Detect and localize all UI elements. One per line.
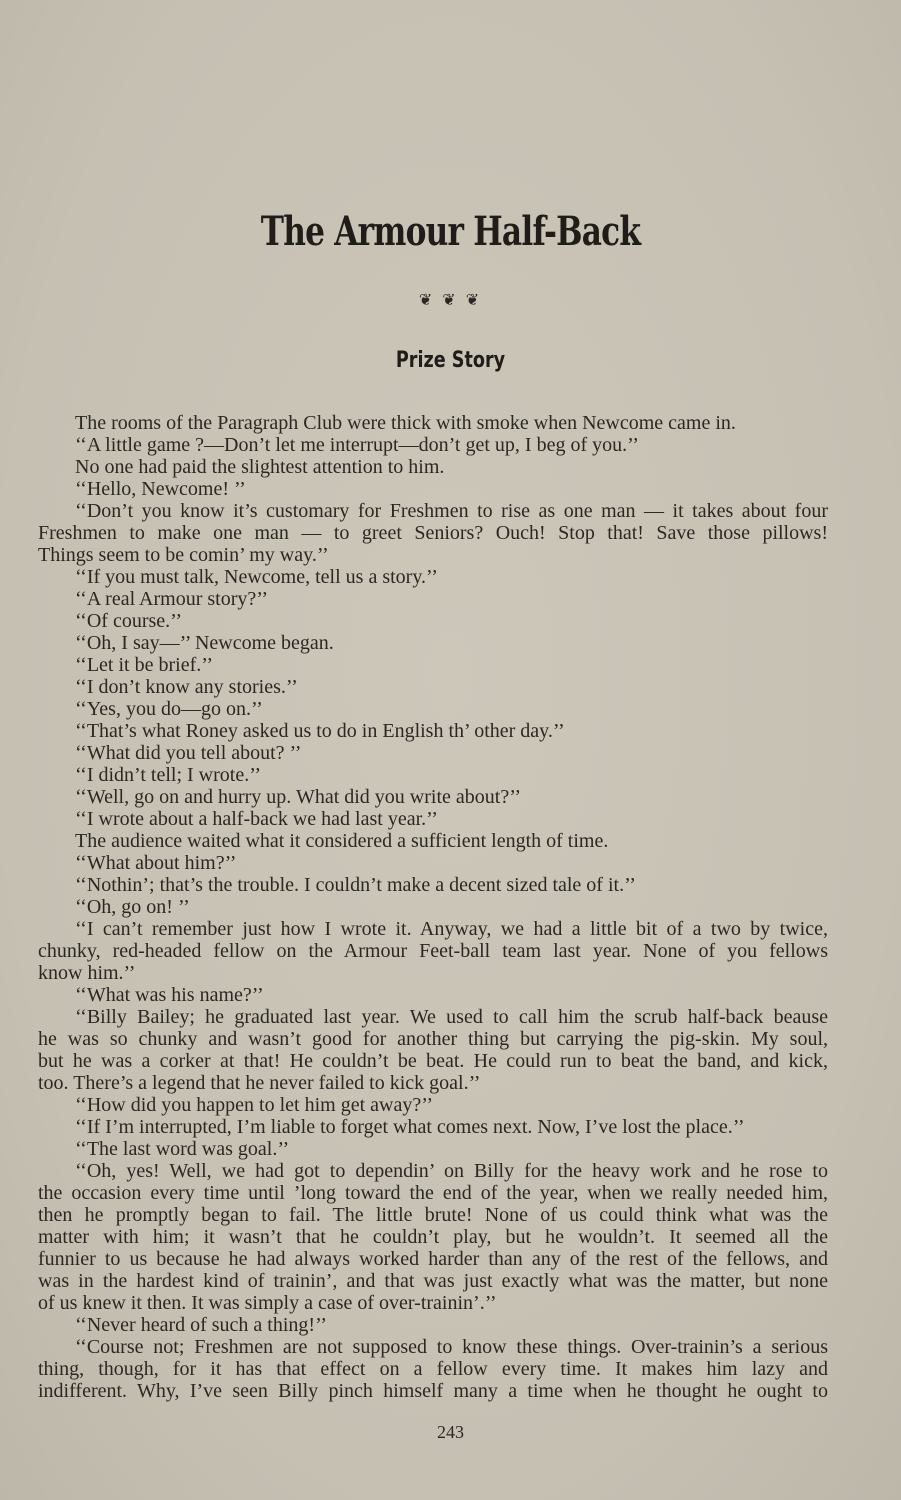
page-title: The Armour Half-Back	[260, 208, 641, 255]
paragraph	[38, 1006, 828, 1094]
text-line: chunky, red-headed fellow on the Armour Feet-ball team last year. None of you fellows	[38, 940, 828, 962]
text-line: ‘‘I don’t know any stories.’’	[75, 676, 298, 698]
text-line: Freshmen to make one man — to greet Seniors? Ouch! Stop that! Save those pillows!	[38, 522, 828, 544]
paragraph	[38, 1116, 828, 1138]
text-line: ‘‘How did you happen to let him get away?’’	[75, 1094, 434, 1116]
text-line: of us knew it then. It was simply a case of over-trainin’.’’	[38, 1292, 497, 1314]
text-line: too. There’s a legend that he never failed to kick goal.’’	[38, 1072, 481, 1094]
paragraph	[38, 786, 828, 808]
text-line: ‘‘Nothin’; that’s the trouble. I couldn’t make a decent sized tale of it.’’	[75, 874, 636, 896]
text-line: ‘‘I wrote about a half-back we had last year.’’	[75, 808, 438, 830]
page-subtitle: Prize Story	[395, 348, 506, 373]
text-line: ‘‘A real Armour story?’’	[75, 588, 269, 610]
paragraph	[38, 742, 828, 764]
ornament-fleurons: ❦ ❦ ❦	[418, 292, 483, 309]
paragraph	[38, 610, 828, 632]
text-line: ‘‘What about him?’’	[75, 852, 237, 874]
text-line: ‘‘Course not; Freshmen are not supposed to know these things. Over-trainin’s a serious	[75, 1336, 828, 1358]
text-line: ‘‘Hello, Newcome! ’’	[75, 478, 246, 500]
paragraph	[38, 654, 828, 676]
paragraph	[38, 500, 828, 566]
text-line: ‘‘Don’t you know it’s customary for Freshmen to rise as one man — it takes about four	[75, 500, 828, 522]
text-line: he was so chunky and wasn’t good for another thing but carrying the pig-skin. My soul,	[38, 1028, 828, 1050]
paragraph	[38, 918, 828, 984]
text-line: ‘‘Well, go on and hurry up. What did you write about?’’	[75, 786, 522, 808]
paragraph	[38, 808, 828, 830]
text-line: Things seem to be comin’ my way.’’	[38, 544, 329, 566]
paragraph	[38, 764, 828, 786]
text-line: No one had paid the slightest attention to him.	[75, 456, 445, 478]
paragraph	[38, 456, 828, 478]
page-number: 243	[437, 1422, 464, 1442]
paragraph	[38, 698, 828, 720]
paragraph	[38, 720, 828, 742]
text-line: ‘‘Oh, yes! Well, we had got to dependin’ on Billy for the heavy work and he rose to	[75, 1160, 828, 1182]
paragraph	[38, 478, 828, 500]
text-line: ‘‘If I’m interrupted, I’m liable to forget what comes next. Now, I’ve lost the place.’’	[75, 1116, 745, 1138]
text-line: ‘‘What was his name?’’	[75, 984, 264, 1006]
paragraph	[38, 676, 828, 698]
story-body	[38, 412, 828, 1402]
text-line: funnier to us because he had always worked harder than any of the rest of the fellows, and	[38, 1248, 828, 1270]
text-line: ‘‘A little game ?—Don’t let me interrupt—don’t get up, I beg of you.’’	[75, 434, 639, 456]
paragraph	[38, 1138, 828, 1160]
text-line: ‘‘Never heard of such a thing!’’	[75, 1314, 327, 1336]
paragraph	[38, 1094, 828, 1116]
text-line: the occasion every time until ’long toward the end of the year, when we really needed him,	[38, 1182, 828, 1204]
text-line: ‘‘Oh, go on! ’’	[75, 896, 190, 918]
paragraph	[38, 434, 828, 456]
text-line: ‘‘What did you tell about? ’’	[75, 742, 302, 764]
paragraph	[38, 830, 828, 852]
text-line: ‘‘Billy Bailey; he graduated last year. We used to call him the scrub half-back beause	[75, 1006, 828, 1028]
text-line: ‘‘I didn’t tell; I wrote.’’	[75, 764, 262, 786]
text-line: ‘‘That’s what Roney asked us to do in English th’ other day.’’	[75, 720, 565, 742]
text-line: indifferent. Why, I’ve seen Billy pinch himself many a time when he thought he ought to	[38, 1380, 828, 1402]
text-line: matter with him; it wasn’t that he couldn’t play, but he wouldn’t. It seemed all the	[38, 1226, 828, 1248]
text-line: thing, though, for it has that effect on a fellow every time. It makes him lazy and	[38, 1358, 828, 1380]
text-line: was in the hardest kind of trainin’, and that was just exactly what was the matter, but none	[38, 1270, 828, 1292]
paragraph	[38, 1336, 828, 1402]
paragraph	[38, 874, 828, 896]
text-line: The rooms of the Paragraph Club were thick with smoke when Newcome came in.	[75, 412, 736, 434]
paragraph	[38, 984, 828, 1006]
paragraph	[38, 896, 828, 918]
text-line: but he was a corker at that! He couldn’t be beat. He could run to beat the band, and kick,	[38, 1050, 828, 1072]
paragraph	[38, 852, 828, 874]
text-line: The audience waited what it considered a sufficient length of time.	[75, 830, 609, 852]
paragraph	[38, 566, 828, 588]
text-line: know him.’’	[38, 962, 136, 984]
text-line: then he promptly began to fail. The little brute! None of us could think what was the	[38, 1204, 828, 1226]
paragraph	[38, 1160, 828, 1314]
text-line: ‘‘Of course.’’	[75, 610, 182, 632]
text-line: ‘‘The last word was goal.’’	[75, 1138, 290, 1160]
text-line: ‘‘If you must talk, Newcome, tell us a story.’’	[75, 566, 438, 588]
paragraph	[38, 588, 828, 610]
text-line: ‘‘Let it be brief.’’	[75, 654, 214, 676]
text-line: ‘‘Yes, you do—go on.’’	[75, 698, 263, 720]
paragraph	[38, 412, 828, 434]
paragraph	[38, 632, 828, 654]
paragraph	[38, 1314, 828, 1336]
text-line: ‘‘Oh, I say—’’ Newcome began.	[75, 632, 334, 654]
text-line: ‘‘I can’t remember just how I wrote it. Anyway, we had a little bit of a two by twice,	[75, 918, 828, 940]
